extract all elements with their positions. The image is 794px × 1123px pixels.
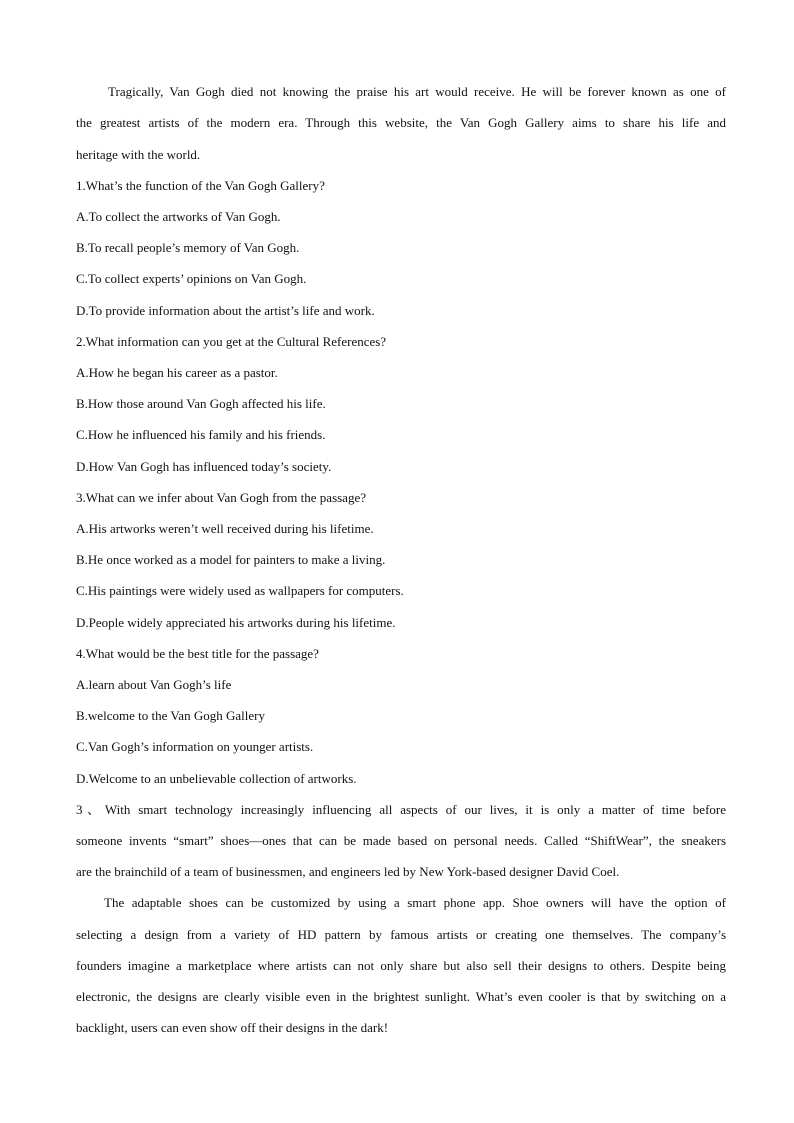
passage-line: heritage with the world.: [76, 147, 201, 162]
passage-line: Tragically, Van Gogh died not knowing the praise his art would receive. He will be forever known as one of: [108, 84, 726, 99]
answer-option: D.People widely appreciated his artworks during his lifetime.: [76, 615, 396, 630]
passage-line: founders imagine a marketplace where artists can not only share but also sell their designs to others. Despite being: [76, 958, 726, 973]
answer-option: C.How he influenced his family and his friends.: [76, 427, 326, 442]
question-stem: 1.What’s the function of the Van Gogh Gallery?: [76, 178, 325, 193]
answer-option: D.To provide information about the artist’s life and work.: [76, 303, 375, 318]
answer-option: A.How he began his career as a pastor.: [76, 365, 278, 380]
answer-option: A.To collect the artworks of Van Gogh.: [76, 209, 281, 224]
passage-line: someone invents “smart” shoes—ones that can be made based on personal needs. Called “ShiftWear”, the sneakers: [76, 833, 726, 848]
answer-option: B.welcome to the Van Gogh Gallery: [76, 708, 265, 723]
question-stem: 2.What information can you get at the Cultural References?: [76, 334, 387, 349]
question-stem: 4.What would be the best title for the passage?: [76, 646, 319, 661]
passage-line: 3、With smart technology increasingly influencing all aspects of our lives, it is only a matter of time before: [76, 802, 726, 817]
passage-line: backlight, users can even show off their designs in the dark!: [76, 1020, 389, 1035]
passage-line: The adaptable shoes can be customized by using a smart phone app. Shoe owners will have the option of: [104, 895, 726, 910]
answer-option: A.learn about Van Gogh’s life: [76, 677, 232, 692]
answer-option: A.His artworks weren’t well received during his lifetime.: [76, 521, 374, 536]
answer-option: D.Welcome to an unbelievable collection of artworks.: [76, 771, 357, 786]
answer-option: B.He once worked as a model for painters to make a living.: [76, 552, 386, 567]
answer-option: C.His paintings were widely used as wallpapers for computers.: [76, 583, 404, 598]
passage-line: are the brainchild of a team of businessmen, and engineers led by New York-based designer David Coel.: [76, 864, 620, 879]
passage-line: selecting a design from a variety of HD pattern by famous artists or creating one themselves. The company’s: [76, 927, 726, 942]
answer-option: B.To recall people’s memory of Van Gogh.: [76, 240, 300, 255]
passage-line: the greatest artists of the modern era. Through this website, the Van Gogh Gallery aims to share his life and: [76, 115, 726, 130]
answer-option: B.How those around Van Gogh affected his life.: [76, 396, 326, 411]
answer-option: D.How Van Gogh has influenced today’s society.: [76, 459, 332, 474]
question-stem: 3.What can we infer about Van Gogh from the passage?: [76, 490, 366, 505]
passage-line: electronic, the designs are clearly visible even in the brightest sunlight. What’s even cooler is that by switching on a: [76, 989, 726, 1004]
answer-option: C.Van Gogh’s information on younger artists.: [76, 739, 314, 754]
answer-option: C.To collect experts’ opinions on Van Gogh.: [76, 271, 307, 286]
